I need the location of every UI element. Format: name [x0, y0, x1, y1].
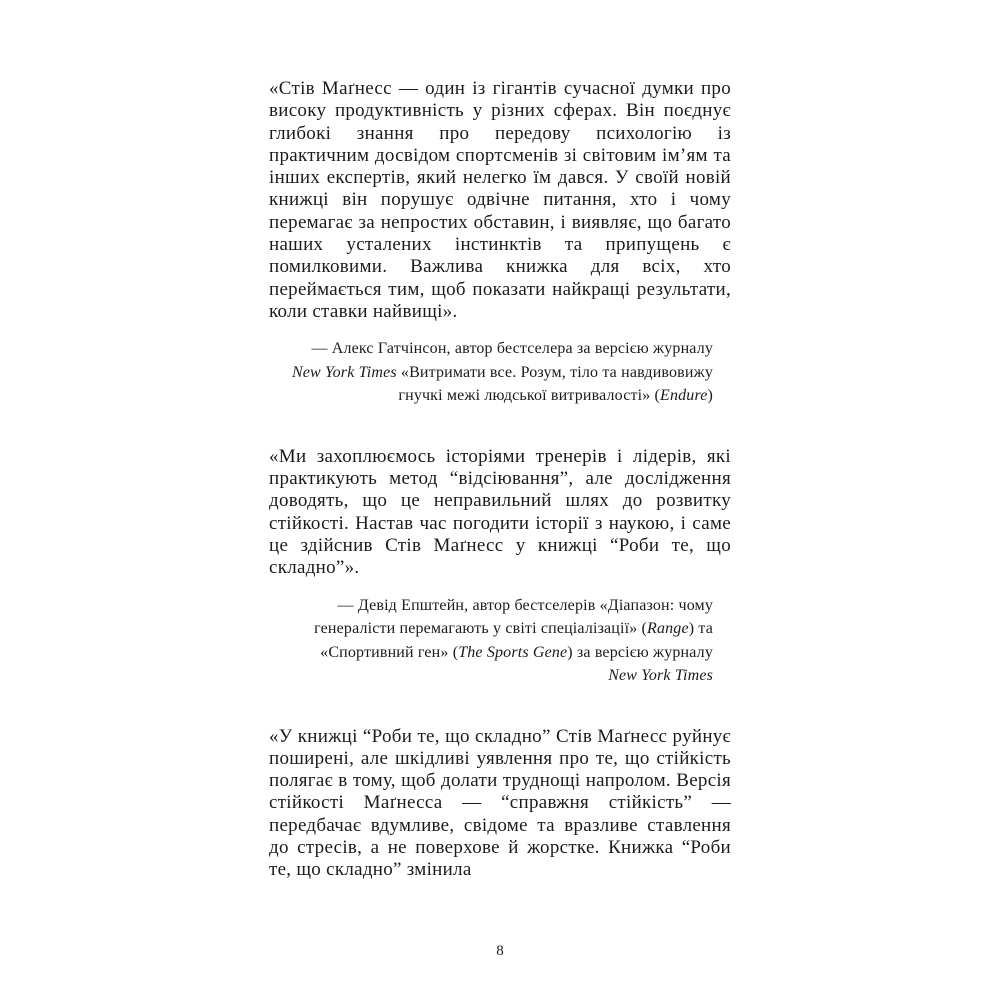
attribution-2	[289, 594, 713, 688]
text-segment: ) за версією журналу	[567, 643, 713, 661]
endorsement-quote-2	[269, 446, 731, 580]
text-segment: «У книжці “Роби те, що складно” Стів Маґнесс руйнує поширені, але шкідливі уявлення про те, що стійкість полягає в тому, щоб долати труднощі напролом. Версія стійкості Маґнесса — “справжня стійкість” — передбачає вдумливе, свідоме та вразливе ставлення до стресів, а не поверхове й жорстке. Книжка “Роби те, що складно” змінила	[269, 725, 731, 881]
endorsement-quote-3	[269, 726, 731, 882]
italic-title-text: New York Times	[608, 667, 713, 685]
attribution-1	[289, 337, 713, 408]
italic-title-text: Endure	[660, 387, 708, 405]
text-segment: «Ми захоплюємось історіями тренерів і лідерів, які практикують метод “відсіювання”, але дослідження доводять, що це неправильний шлях до розвитку стійкості. Настав час погодити історії з наукою, і саме це здійснив Стів Маґнесс у книжці “Роби те, що складно”».	[269, 445, 731, 579]
page-number: 8	[496, 943, 504, 959]
text-segment: «Стів Маґнесс — один із гігантів сучасної думки про високу продуктивність у різних сферах. Він поєднує глибокі знання про передову психологію із практичним досвідом спортсменів зі світовим ім’ям та інших експертів, який нелегко їм дався. У своїй новій книжці він порушує одвічне питання, хто і чому перемагає за непростих обставин, і виявляє, що багато наших усталених інстинктів та припущень є помилковими. Важлива книжка для всіх, хто переймається тим, щоб показати найкращі результати, коли ставки найвищі».	[269, 78, 731, 322]
italic-title-text: New York Times	[291, 363, 397, 381]
text-segment: )	[707, 387, 713, 405]
text-segment: — Девід Епштейн, автор бестселерів «Діапазон: чому генералісти перемагають у світі спеціалізації» (	[314, 596, 713, 638]
text-block	[269, 78, 731, 896]
text-segment: — Алекс Гатчінсон, автор бестселера за версією журналу	[311, 340, 713, 358]
text-segment: ) та «Спортивний ген» (	[320, 620, 713, 661]
text-segment: «Витримати все. Розум, тіло та навдивовижу гнучкі межі людської витривалості» (	[396, 363, 713, 405]
italic-title-text: Range	[647, 620, 689, 638]
italic-title-text: The Sports Gene	[458, 643, 568, 661]
endorsement-quote-1	[269, 78, 731, 323]
